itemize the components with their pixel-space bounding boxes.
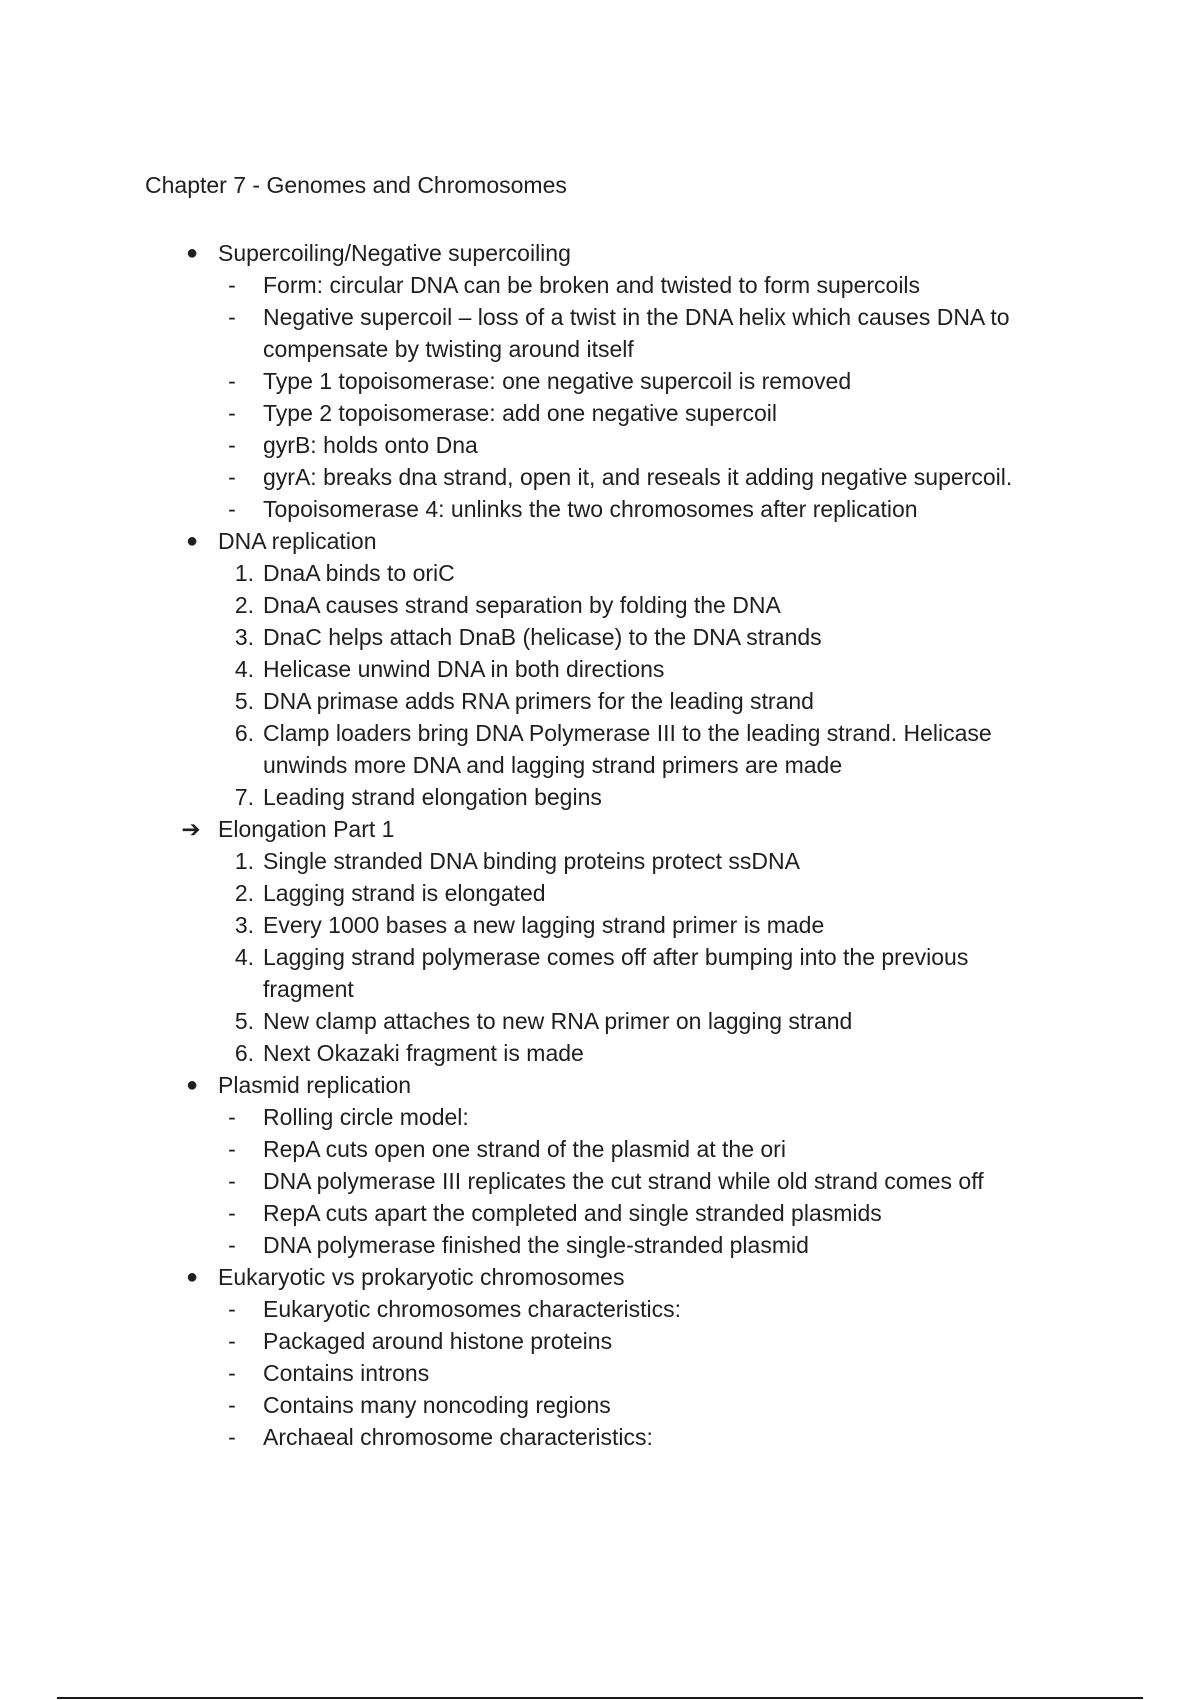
list-item-text: RepA cuts open one strand of the plasmid at the ori [263, 1136, 786, 1162]
dash-marker: - [228, 496, 236, 522]
bullet-icon: ● [185, 242, 199, 264]
list-item-text: Helicase unwind DNA in both directions [263, 656, 665, 682]
dash-marker: - [228, 368, 236, 394]
list-item-text: Type 1 topoisomerase: one negative supercoil is removed [263, 368, 852, 394]
number-marker: 3. [234, 912, 254, 938]
list-item [0, 941, 1063, 1005]
list-item [0, 1357, 1063, 1389]
page-title: Chapter 7 - Genomes and Chromosomes [145, 172, 567, 198]
list-item [0, 1037, 1063, 1069]
bullet-icon: ● [185, 1074, 199, 1096]
dash-marker: - [228, 1136, 236, 1162]
list-item [0, 1101, 1063, 1133]
list-item [0, 1325, 1063, 1357]
bullet-icon: ● [185, 530, 199, 552]
number-marker: 5. [234, 688, 254, 714]
list-item-text: Rolling circle model: [263, 1104, 469, 1130]
list-item [0, 301, 1063, 365]
number-marker: 5. [234, 1008, 254, 1034]
list-item-text: Clamp loaders bring DNA Polymerase III to the leading strand. Helicase unwinds more DNA and lagging strand primers are made [263, 720, 992, 778]
list-item [0, 557, 1063, 589]
number-marker: 6. [234, 1040, 254, 1066]
number-marker: 2. [234, 880, 254, 906]
number-marker: 7. [234, 784, 254, 810]
list-item [0, 717, 1063, 781]
list-item-text: New clamp attaches to new RNA primer on lagging strand [263, 1008, 853, 1034]
list-item [0, 1005, 1063, 1037]
section-heading-text: Supercoiling/Negative supercoiling [218, 240, 571, 266]
arrow-bullet-icon: ➔ [181, 816, 201, 842]
list-item [0, 1293, 1063, 1325]
number-marker: 1. [234, 560, 254, 586]
list-item [0, 781, 1063, 813]
section-heading [0, 237, 1200, 269]
list-item-text: Eukaryotic chromosomes characteristics: [263, 1296, 681, 1322]
list-item [0, 493, 1063, 525]
section-heading [0, 1069, 1200, 1101]
list-item [0, 909, 1063, 941]
list-item [0, 589, 1063, 621]
list-item-text: Archaeal chromosome characteristics: [263, 1424, 653, 1450]
list-item-text: Packaged around histone proteins [263, 1328, 613, 1354]
list-item-text: gyrB: holds onto Dna [263, 432, 478, 458]
number-marker: 2. [234, 592, 254, 618]
bullet-icon: ● [185, 1266, 199, 1288]
list-item [0, 621, 1063, 653]
list-item-text: Next Okazaki fragment is made [263, 1040, 584, 1066]
list-item-text: DnaA causes strand separation by folding the DNA [263, 592, 781, 618]
section-items [0, 269, 1200, 525]
list-item-text: Leading strand elongation begins [263, 784, 602, 810]
list-item-text: Lagging strand is elongated [263, 880, 546, 906]
number-marker: 3. [234, 624, 254, 650]
list-item [0, 1165, 1063, 1197]
list-item-text: Single stranded DNA binding proteins protect ssDNA [263, 848, 800, 874]
list-item [0, 1421, 1063, 1453]
list-item [0, 1389, 1063, 1421]
list-item-text: RepA cuts apart the completed and single stranded plasmids [263, 1200, 882, 1226]
dash-marker: - [228, 1392, 236, 1418]
list-item [0, 397, 1063, 429]
list-item [0, 461, 1063, 493]
dash-marker: - [228, 1328, 236, 1354]
list-item-text: DNA polymerase III replicates the cut strand while old strand comes off [263, 1168, 984, 1194]
list-item [0, 1197, 1063, 1229]
dash-marker: - [228, 1168, 236, 1194]
section-heading-text: DNA replication [218, 528, 377, 554]
list-item-text: DnaC helps attach DnaB (helicase) to the DNA strands [263, 624, 822, 650]
section-items-wrapper [0, 557, 1200, 813]
dash-marker: - [228, 1296, 236, 1322]
section-heading [0, 1261, 1200, 1293]
page-bottom-divider [57, 1697, 1143, 1699]
section-items-wrapper [0, 1293, 1200, 1453]
section-items [0, 845, 1200, 1069]
dash-marker: - [228, 1360, 236, 1386]
list-item [0, 685, 1063, 717]
section-heading [0, 525, 1200, 557]
list-item-text: Every 1000 bases a new lagging strand primer is made [263, 912, 825, 938]
number-marker: 1. [234, 848, 254, 874]
list-item [0, 653, 1063, 685]
list-item-text: Contains introns [263, 1360, 430, 1386]
list-item [0, 429, 1063, 461]
list-item-text: Negative supercoil – loss of a twist in the DNA helix which causes DNA to compensate by twisting around itself [263, 304, 1010, 362]
section-heading-text: Eukaryotic vs prokaryotic chromosomes [218, 1264, 625, 1290]
list-item [0, 1133, 1063, 1165]
section-items [0, 1101, 1200, 1261]
dash-marker: - [228, 400, 236, 426]
section-items-wrapper [0, 1101, 1200, 1261]
dash-marker: - [228, 272, 236, 298]
number-marker: 4. [234, 656, 254, 682]
dash-marker: - [228, 1104, 236, 1130]
dash-marker: - [228, 1200, 236, 1226]
list-item-text: DNA primase adds RNA primers for the leading strand [263, 688, 814, 714]
list-item-text: DnaA binds to oriC [263, 560, 455, 586]
notes-outline [0, 237, 1200, 1453]
list-item-text: Contains many noncoding regions [263, 1392, 611, 1418]
section-items [0, 557, 1200, 813]
list-item [0, 1229, 1063, 1261]
list-item [0, 877, 1063, 909]
dash-marker: - [228, 464, 236, 490]
list-item [0, 269, 1063, 301]
list-item-text: Form: circular DNA can be broken and twisted to form supercoils [263, 272, 921, 298]
list-item-text: gyrA: breaks dna strand, open it, and reseals it adding negative supercoil. [263, 464, 1013, 490]
dash-marker: - [228, 1424, 236, 1450]
section-items-wrapper [0, 269, 1200, 525]
dash-marker: - [228, 432, 236, 458]
list-item [0, 365, 1063, 397]
list-item [0, 845, 1063, 877]
section-items-wrapper [0, 845, 1200, 1069]
list-item-text: DNA polymerase finished the single-stranded plasmid [263, 1232, 809, 1258]
dash-marker: - [228, 1232, 236, 1258]
section-heading [0, 813, 1200, 845]
list-item-text: Lagging strand polymerase comes off after bumping into the previous fragment [263, 944, 969, 1002]
section-items [0, 1293, 1200, 1453]
section-heading-text: Plasmid replication [218, 1072, 412, 1098]
list-item-text: Type 2 topoisomerase: add one negative supercoil [263, 400, 777, 426]
number-marker: 6. [234, 720, 254, 746]
dash-marker: - [228, 304, 236, 330]
list-item-text: Topoisomerase 4: unlinks the two chromosomes after replication [263, 496, 918, 522]
section-heading-text: Elongation Part 1 [218, 816, 395, 842]
number-marker: 4. [234, 944, 254, 970]
